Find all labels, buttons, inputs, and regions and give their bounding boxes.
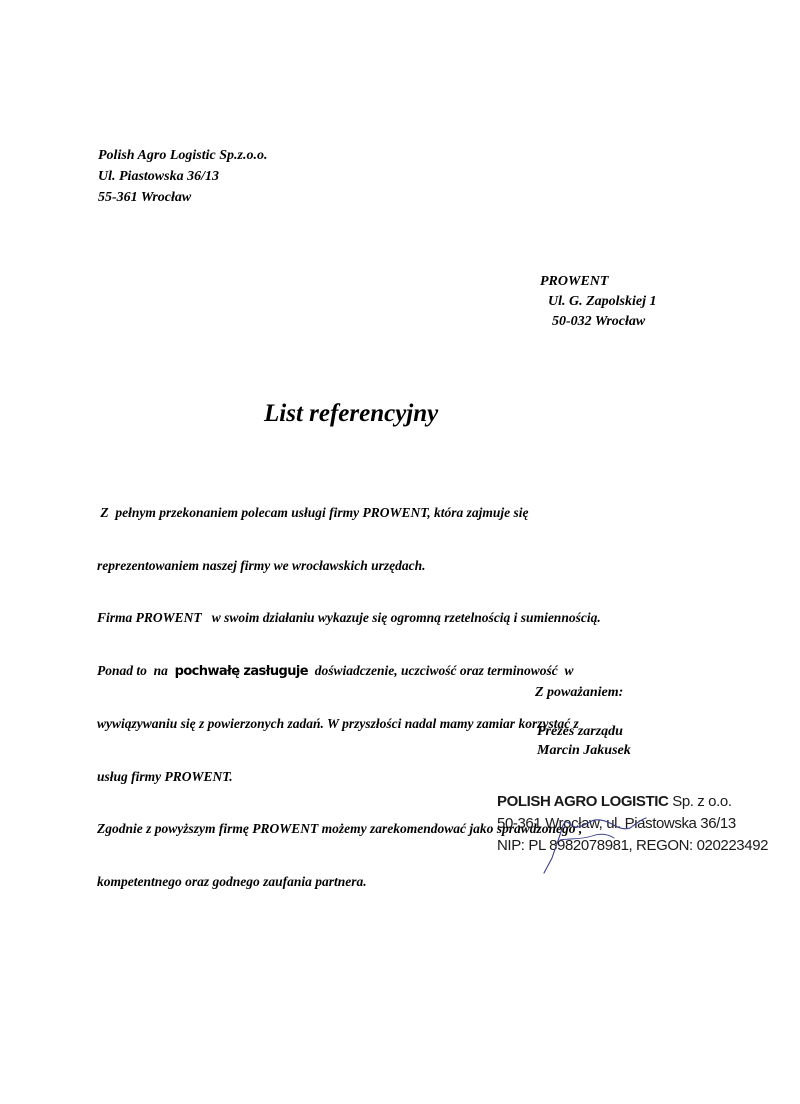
body-line-part: Ponad to na: [97, 662, 175, 678]
recipient-city: 50-032 Wrocław: [552, 314, 646, 329]
body-line: [97, 662, 717, 681]
body-line: Z pełnym przekonaniem polecam usługi firmy PROWENT, która zajmuje się: [97, 505, 529, 520]
sender-street: Ul. Piastowska 36/13: [98, 169, 219, 184]
body-line-part: doświadczenie, uczciwość oraz terminowość w: [307, 662, 574, 678]
recipient-name: PROWENT: [540, 274, 609, 289]
sender-city: 55-361 Wrocław: [98, 190, 192, 205]
body-line: reprezentowaniem naszej firmy we wrocławskich urzędach.: [97, 557, 426, 573]
recipient-street: Ul. G. Zapolskiej 1: [548, 294, 657, 309]
body-line: Firma PROWENT w swoim działaniu wykazuje się ogromną rzetelnością i sumiennością.: [97, 610, 601, 625]
inserted-words: pochwałę zasługuje: [174, 663, 308, 679]
signer-name: Marcin Jakusek: [537, 743, 631, 758]
stamp-ids: NIP: PL 8982078981, REGON: 020223492: [497, 837, 769, 854]
stamp-address: 50-361 Wrocław, ul. Piastowska 36/13: [497, 815, 736, 832]
stamp-company: [497, 791, 768, 813]
recipient-address: [540, 272, 657, 332]
signer-block: [537, 722, 631, 760]
sender-name: Polish Agro Logistic Sp.z.o.o.: [98, 148, 268, 163]
body-line: usług firmy PROWENT.: [97, 768, 233, 784]
body-line: wywiązywaniu się z powierzonych zadań. W przyszłości nadal mamy zamiar korzystać z: [97, 716, 579, 731]
closing-phrase: Z poważaniem:: [535, 685, 624, 700]
company-stamp: [497, 791, 768, 857]
sender-address: [98, 145, 267, 208]
signer-position: Prezes zarządu: [537, 724, 623, 739]
stamp-company-suffix: Sp. z o.o.: [668, 793, 732, 810]
body-line: kompetentnego oraz godnego zaufania partnera.: [97, 873, 367, 889]
body-line: Zgodnie z powyższym firmę PROWENT możemy zarekomendować jako sprawdzonego ,: [97, 821, 583, 836]
letter-title: List referencyjny: [264, 400, 439, 427]
stamp-company-name: POLISH AGRO LOGISTIC: [497, 793, 669, 810]
